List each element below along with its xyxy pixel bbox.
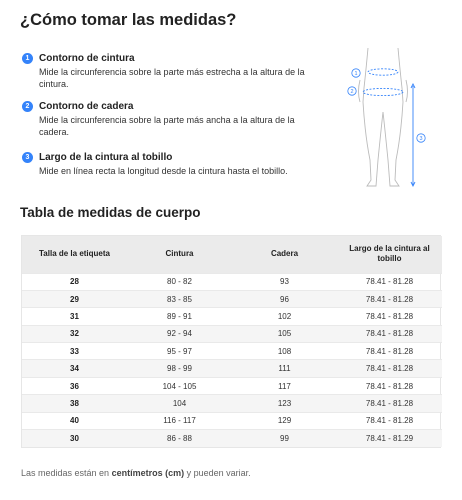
step-length: [22, 152, 312, 178]
cell-waist: 92 - 94: [127, 325, 232, 342]
cell-waist: 86 - 88: [127, 430, 232, 447]
table-row: [22, 412, 442, 429]
step-description: Mide la circunferencia sobre la parte más ancha a la altura de la cadera.: [39, 115, 295, 137]
cell-length: 78.41 - 81.28: [337, 395, 442, 412]
cell-hip: 108: [232, 343, 337, 360]
pants-measurement-illustration-icon: [340, 40, 440, 195]
cell-hip: 102: [232, 308, 337, 325]
cell-size: 40: [22, 412, 127, 429]
cell-length: 78.41 - 81.28: [337, 308, 442, 325]
figure-marker-3: 3: [419, 136, 423, 142]
cell-length: 78.41 - 81.28: [337, 325, 442, 342]
cell-waist: 83 - 85: [127, 290, 232, 307]
figure-marker-2: 2: [350, 89, 354, 95]
header-waist: Cintura: [127, 236, 232, 273]
cell-size: 34: [22, 360, 127, 377]
cell-hip: 111: [232, 360, 337, 377]
step-title: Contorno de cadera: [39, 101, 134, 112]
cell-size: 30: [22, 430, 127, 447]
header-length: Largo de la cintura al tobillo: [337, 236, 442, 273]
cell-waist: 98 - 99: [127, 360, 232, 377]
cell-length: 78.41 - 81.28: [337, 412, 442, 429]
table-row: [22, 360, 442, 377]
footnote-text: Las medidas están en: [21, 468, 112, 478]
table-row: [22, 273, 442, 290]
cell-length: 78.41 - 81.28: [337, 273, 442, 290]
table-row: [22, 377, 442, 394]
cell-waist: 80 - 82: [127, 273, 232, 290]
size-table: [21, 235, 441, 448]
cell-hip: 129: [232, 412, 337, 429]
cell-size: 33: [22, 343, 127, 360]
cell-length: 78.41 - 81.28: [337, 343, 442, 360]
table-row: [22, 325, 442, 342]
header-hip: Cadera: [232, 236, 337, 273]
cell-size: 36: [22, 377, 127, 394]
cell-length: 78.41 - 81.28: [337, 290, 442, 307]
table-row: [22, 343, 442, 360]
cell-hip: 105: [232, 325, 337, 342]
cell-hip: 123: [232, 395, 337, 412]
cell-hip: 96: [232, 290, 337, 307]
step-number-badge: 3: [22, 152, 33, 163]
cell-waist: 89 - 91: [127, 308, 232, 325]
cell-waist: 116 - 117: [127, 412, 232, 429]
step-description: Mide en línea recta la longitud desde la cintura hasta el tobillo.: [39, 166, 288, 176]
step-number-badge: 2: [22, 101, 33, 112]
step-description: Mide la circunferencia sobre la parte más estrecha a la altura de la cintura.: [39, 67, 305, 89]
table-row: [22, 395, 442, 412]
cell-size: 31: [22, 308, 127, 325]
cell-size: 28: [22, 273, 127, 290]
cell-size: 32: [22, 325, 127, 342]
table-row: [22, 308, 442, 325]
step-hip: [22, 101, 312, 138]
page-title: ¿Cómo tomar las medidas?: [20, 11, 237, 29]
footnote-unit: centímetros (cm): [111, 468, 185, 478]
table-row: [22, 430, 442, 447]
cell-waist: 104: [127, 395, 232, 412]
table-header-row: [22, 236, 442, 273]
step-waist: [22, 53, 312, 90]
cell-hip: 117: [232, 377, 337, 394]
cell-size: 29: [22, 290, 127, 307]
cell-hip: 99: [232, 430, 337, 447]
cell-length: 78.41 - 81.28: [337, 377, 442, 394]
footnote-text-end: y pueden variar.: [184, 468, 251, 478]
table-row: [22, 290, 442, 307]
cell-size: 38: [22, 395, 127, 412]
step-number-badge: 1: [22, 53, 33, 64]
cell-length: 78.41 - 81.28: [337, 360, 442, 377]
step-title: Largo de la cintura al tobillo: [39, 152, 173, 163]
footnote: [21, 468, 251, 478]
step-title: Contorno de cintura: [39, 53, 135, 64]
section-title: Tabla de medidas de cuerpo: [20, 205, 201, 220]
cell-waist: 95 - 97: [127, 343, 232, 360]
cell-hip: 93: [232, 273, 337, 290]
header-size: Talla de la etiqueta: [22, 236, 127, 273]
figure-marker-1: 1: [354, 71, 358, 77]
cell-length: 78.41 - 81.29: [337, 430, 442, 447]
cell-waist: 104 - 105: [127, 377, 232, 394]
